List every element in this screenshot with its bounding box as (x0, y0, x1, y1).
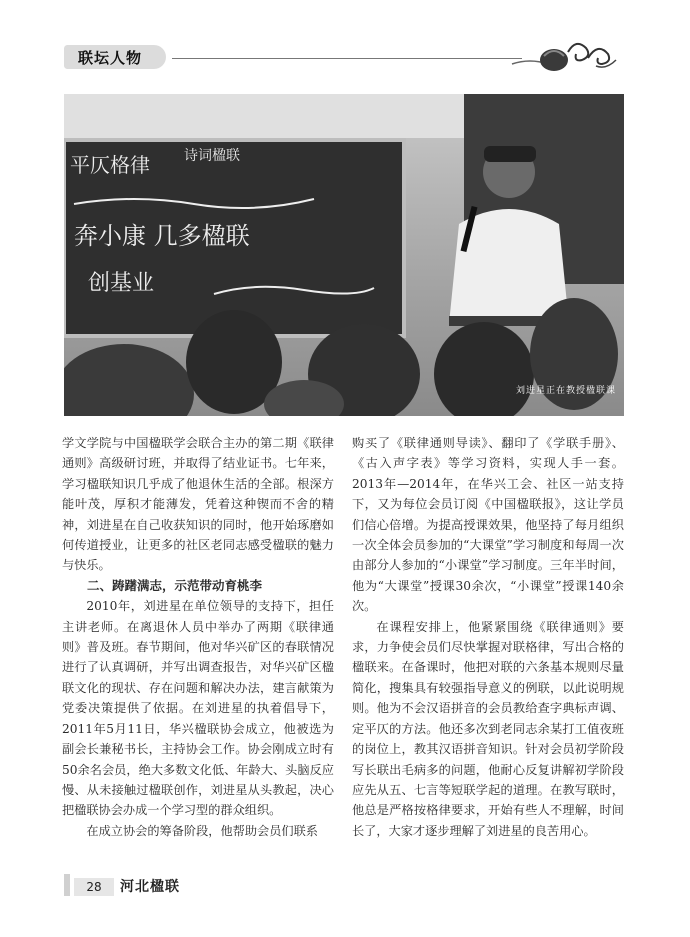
teaching-photo (64, 94, 624, 416)
article-paragraph: 2010年，刘进星在单位领导的支持下，担任主讲老师。在离退休人员中举办了两期《联律通则》普及班。春节期间，他对华兴矿区的春联情况进行了认真调研，并写出调查报告，对华兴矿区楹联文化的现状、存在问题和解决办法，建言献策为党委决策提供了依据。在刘进星的执着倡导下，2011年5月11日，华兴楹联协会成立，他被选为副会长兼秘书长，主持协会工作。协会刚成立时有50余名会员，绝大多数文化低、年龄大、头脑反应慢、从未接触过楹联创作，刘进星从头教起，决心把楹联协会办成一个学习型的群众组织。 (62, 599, 334, 818)
classroom-image (64, 94, 624, 416)
section-title: 联坛人物 (78, 49, 143, 67)
article-paragraph: 购买了《联律通则导读》、翻印了《学联手册》、《古入声字表》等学习资料，实现人手一套。2013年—2014年，在华兴工会、社区一站支持下，又为每位会员订阅《中国楹联报》，这让学员们信心倍增。为提高授课效果，他坚持了每月组织一次全体会员参加的“大课堂”学习制度和每周一次由部分人参加的“小课堂”学习制度。三年半时间，他为“大课堂”授课30余次，“小课堂”授课140余次。 (352, 436, 624, 614)
article-paragraph: 在课程安排上，他紧紧围绕《联律通则》要求，力争使会员们尽快掌握对联格律，写出合格的楹联来。在备课时，他把对联的六条基本规则尽量简化，搜集具有较强指导意义的例联，以此说明规则。他为不会汉语拼音的会员教给查字典标声调、定平仄的方法。他还多次到老同志余某打工值夜班的岗位上，教其汉语拼音知识。针对会员初学阶段写长联出毛病多的问题，他耐心反复讲解初学阶段应先从五、七言等短联学起的道理。在教写联时，他总是严格按格律要求，开始有些人不理解，时间长了，大家才逐步理解了刘进星的良苦用心。 (352, 619, 624, 838)
decorative-ornament-icon (510, 34, 620, 78)
section-heading: 二、踌躇满志，示范带动育桃李 (87, 577, 263, 593)
footer-accent (64, 874, 70, 896)
article-column-right (352, 433, 624, 841)
board-line-3: 奔小康 几多楹联 (74, 222, 250, 250)
board-line-4: 创基业 (88, 271, 155, 296)
magazine-title: 河北楹联 (120, 879, 180, 895)
article-paragraph: 学文学院与中国楹联学会联合主办的第二期《联律通则》高级研讨班，并取得了结业证书。七年来，学习楹联知识几乎成了他退休生活的全部。根深方能叶茂，厚积才能薄发，凭着这种锲而不舍的精神，刘进星在自己收获知识的同时，他开始琢磨如何传道授业，让更多的社区老同志感受楹联的魅力与快乐。 (62, 436, 334, 573)
board-line-1: 平仄格律 (70, 153, 150, 177)
board-line-2: 诗词楹联 (184, 148, 240, 164)
photo-caption: 刘进星正在教授楹联课 (515, 386, 616, 396)
article-column-left (62, 433, 334, 841)
article-paragraph: 在成立协会的筹备阶段，他帮助会员们联系 (86, 823, 318, 838)
page-number: 28 (74, 878, 114, 896)
header-rule (172, 58, 522, 59)
